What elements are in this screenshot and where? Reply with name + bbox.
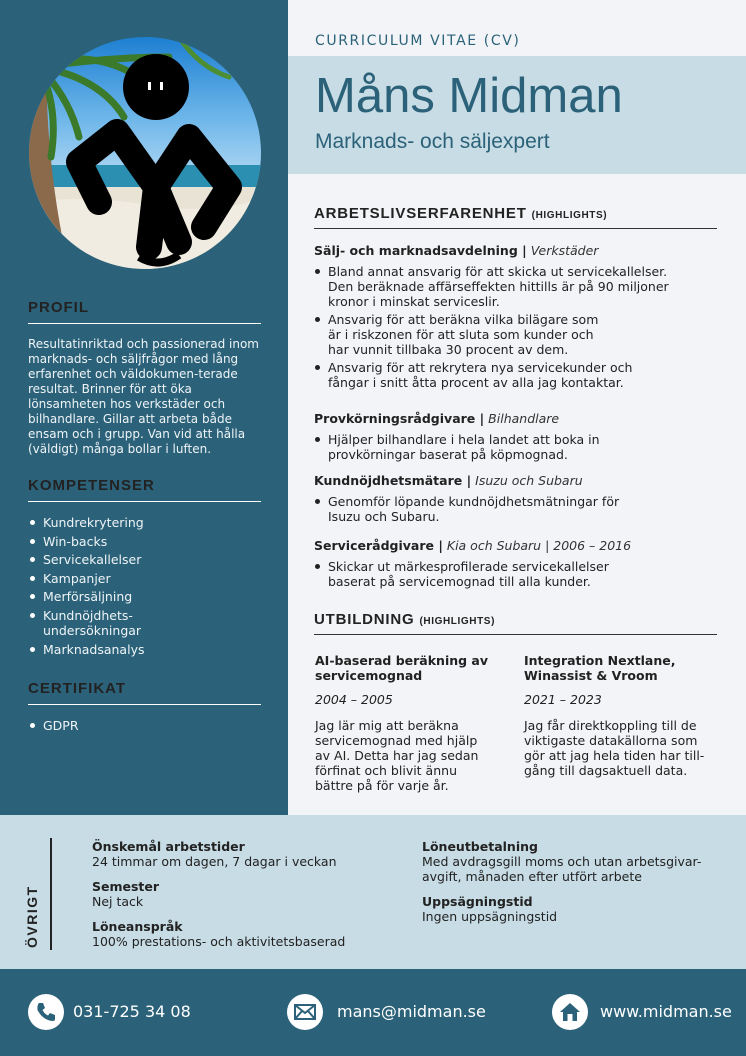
profile-photo	[29, 37, 261, 269]
other-item-text: 24 timmar om dagen, 7 dagar i veckan	[92, 854, 337, 869]
other-item-title: Löneanspråk	[92, 919, 183, 934]
certificates-list	[28, 718, 261, 733]
other-item-title: Löneutbetalning	[422, 839, 538, 854]
other-item	[92, 879, 392, 909]
divider	[50, 838, 52, 950]
list-item: Hjälper bilhandlare i hela landet att boka in provkörningar baserat på köpmognad.	[314, 432, 614, 462]
other-item	[92, 919, 392, 949]
education-years: 2021 – 2023	[524, 692, 602, 707]
other-item-text: Med avdragsgill moms och utan arbetsgivar-avgift, månaden efter utfört arbete	[422, 854, 702, 884]
other-item	[92, 839, 392, 869]
list-item: Kampanjer	[28, 571, 261, 586]
job-title: Provkörningsrådgivare |	[314, 411, 485, 426]
education-entry	[524, 653, 710, 778]
list-item: Skickar ut märkesprofilerade servicekallelser baserat på servicemognad till alla kunder.	[314, 559, 624, 589]
education-title: Integration Nextlane, Winassist & Vroom	[524, 653, 676, 683]
other-label: ÖVRIGT	[24, 885, 40, 948]
list-item: Servicekallelser	[28, 552, 261, 567]
job-org: Verkstäder	[530, 243, 599, 258]
house-icon	[552, 994, 588, 1030]
other-item-title: Semester	[92, 879, 160, 894]
education-desc: Jag får direktkoppling till de viktigaste datakällorna som gör att jag hela tiden har till-gång till dagsaktuell data.	[524, 718, 705, 778]
profile-heading: PROFIL	[28, 299, 261, 324]
job-title: Sälj- och marknadsavdelning |	[314, 243, 527, 258]
list-item: GDPR	[28, 718, 261, 733]
job-title: Kundnöjdhetsmätare |	[314, 473, 472, 488]
list-item: Genomför löpande kundnöjdhetsmätningar för Isuzu och Subaru.	[314, 494, 624, 524]
list-item: Ansvarig för att rekrytera nya servicekunder och fångar i snitt åtta procent av alla jag kontaktar.	[314, 360, 674, 390]
profile-text: Resultatinriktad och passionerad inom marknads- och säljfrågor med lång erfarenhet och väldokumen-terade resultat. Brinner för att öka lönsamheten hos verkstäder och bilhandlare. Gillar att arbeta både ensam och i grupp. Van vid att hålla (väldigt) många bollar i luften.	[28, 337, 259, 456]
job-org: Kia och Subaru | 2006 – 2016	[446, 538, 632, 553]
education-desc: Jag lär mig att beräkna servicemognad med hjälp av AI. Detta har jag sedan förfinat och blivit ännu bättre på för varje år.	[315, 718, 479, 793]
education-heading-small: (HIGHLIGHTS)	[419, 616, 495, 627]
experience-heading-small: (HIGHLIGHTS)	[531, 210, 608, 221]
job-subtitle: Marknads- och säljexpert	[315, 130, 550, 153]
other-item	[422, 839, 722, 884]
phone-icon	[28, 994, 64, 1030]
email-link[interactable]: mans@midman.se	[337, 1002, 486, 1021]
education-title: AI-baserad beräkning av servicemognad	[315, 653, 489, 683]
list-item: Kundrekrytering	[28, 515, 261, 530]
skills-list	[28, 515, 261, 657]
phone-link[interactable]: 031-725 34 08	[73, 1002, 191, 1021]
list-item: Ansvarig för att beräkna vilka bilägare som är i riskzonen för att sluta som kunder och har vunnit tillbaka 30 procent av dem.	[314, 312, 614, 357]
skills-heading: KOMPETENSER	[28, 477, 261, 502]
other-item-title: Önskemål arbetstider	[92, 839, 245, 854]
other-item-text: Ingen uppsägningstid	[422, 909, 558, 924]
cv-label: CURRICULUM VITAE (CV)	[315, 33, 521, 49]
list-item: Marknadsanalys	[28, 642, 261, 657]
certificates-heading: CERTIFIKAT	[28, 680, 261, 705]
profile-section	[28, 299, 261, 457]
website-link[interactable]: www.midman.se	[600, 1002, 732, 1021]
job-org: Isuzu och Subaru	[475, 473, 583, 488]
education-years: 2004 – 2005	[315, 692, 393, 707]
other-item-title: Uppsägningstid	[422, 894, 533, 909]
job-entry	[314, 411, 717, 465]
job-org: Bilhandlare	[488, 411, 560, 426]
other-item-text: Nej tack	[92, 894, 144, 909]
skills-section	[28, 477, 261, 660]
job-title: Servicerådgivare |	[314, 538, 443, 553]
other-item-text: 100% prestations- och aktivitetsbaserad	[92, 934, 346, 949]
job-entry	[314, 473, 717, 527]
job-entry	[314, 538, 717, 592]
education-heading-text: UTBILDNING	[314, 611, 415, 628]
list-item: Win-backs	[28, 534, 261, 549]
page-title: Måns Midman	[315, 69, 623, 123]
list-item: Merförsäljning	[28, 589, 261, 604]
list-item: Kundnöjdhets-undersökningar	[28, 608, 148, 638]
experience-heading-text: ARBETSLIVSERFARENHET	[314, 205, 527, 222]
envelope-icon	[287, 994, 323, 1030]
job-entry	[314, 243, 717, 393]
education-heading	[314, 611, 717, 635]
experience-heading	[314, 205, 717, 229]
certificates-section	[28, 680, 261, 737]
other-item	[422, 894, 722, 924]
list-item: Bland annat ansvarig för att skicka ut servicekallelser. Den beräknade affärseffekten hittills är på 90 miljoner kronor i minskat serviceslir.	[314, 264, 674, 309]
education-entry	[315, 653, 495, 793]
